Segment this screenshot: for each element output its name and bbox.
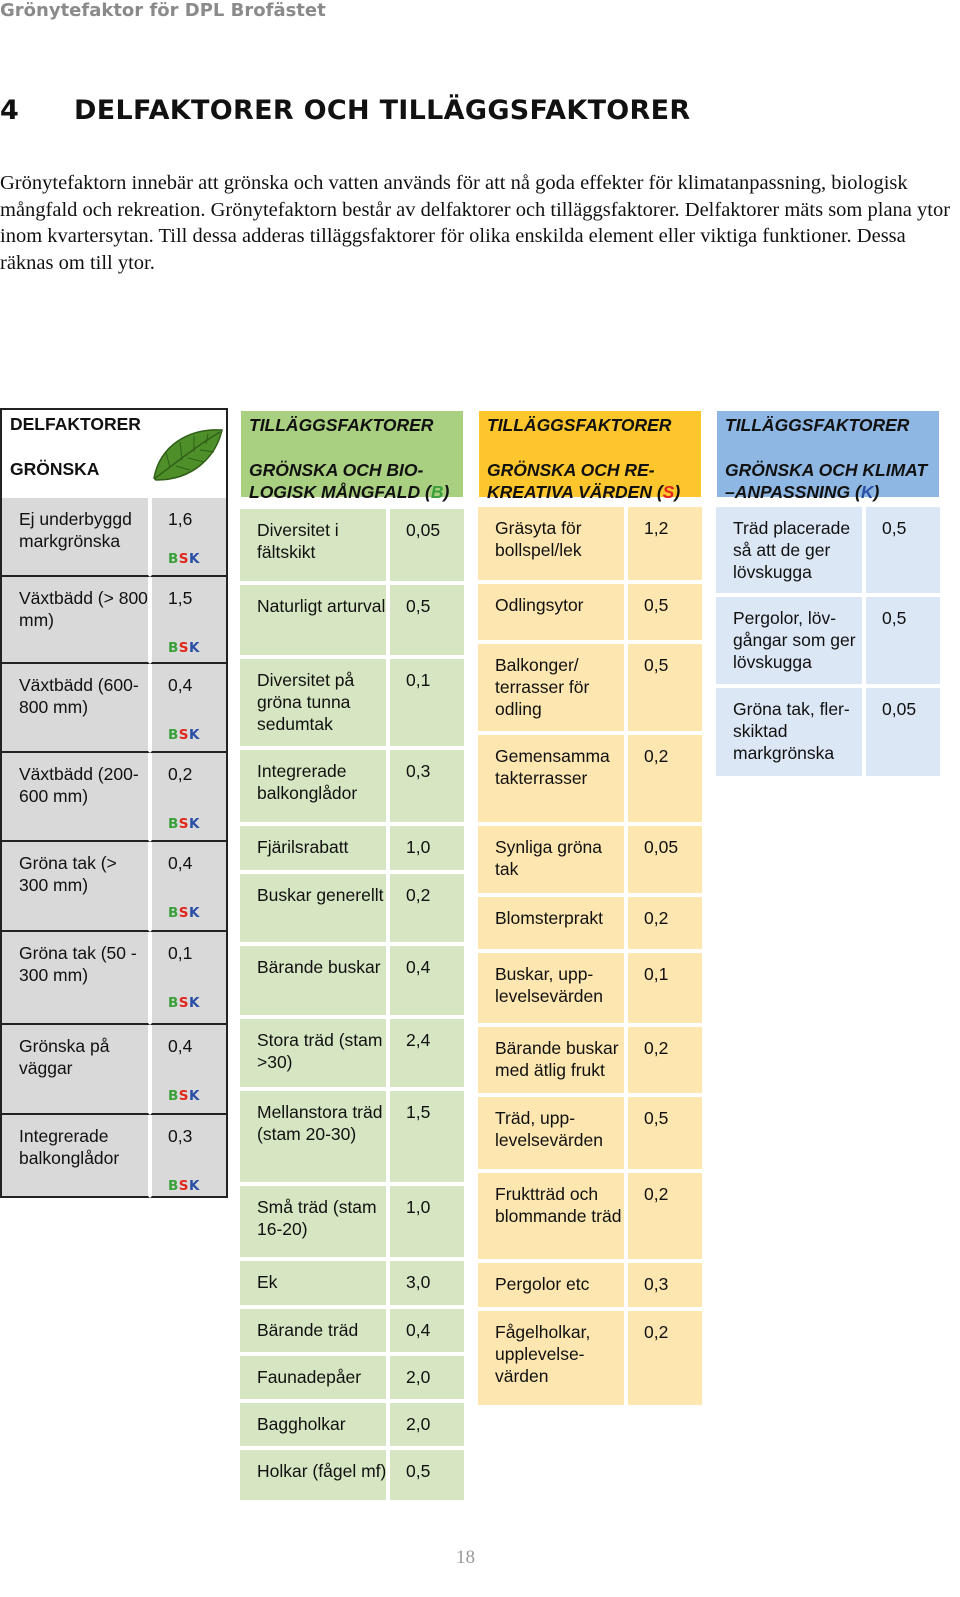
factor-value-cell: [626, 1171, 704, 1261]
factor-label: Buskar, upp-levelsevärden: [495, 964, 603, 1006]
biologisk-mangfald-column: [238, 408, 466, 1502]
factor-value-cell: [388, 1354, 466, 1401]
factor-value-cell: [150, 577, 228, 664]
factor-label-cell: [238, 1401, 388, 1448]
factor-value-cell: [388, 507, 466, 583]
factor-value: 0,5: [644, 655, 669, 675]
factor-value: 0,5: [406, 596, 431, 616]
factor-label-cell: [238, 1089, 388, 1184]
column-subtitle-line2: KREATIVA VÄRDEN: [487, 482, 652, 502]
column-subtitle-line2: LOGISK MÅNGFALD: [249, 482, 421, 502]
factor-value: 2,4: [406, 1030, 431, 1050]
factor-label: Växtbädd (> 800 mm): [19, 588, 148, 630]
factor-label-cell: [476, 895, 626, 951]
factor-label-cell: [476, 505, 626, 582]
factor-value: 0,5: [406, 1461, 431, 1481]
factor-label-cell: [238, 944, 388, 1017]
factor-value-cell: [388, 1307, 466, 1354]
factor-label: Buskar generellt: [257, 885, 384, 905]
factor-label-cell: [476, 1171, 626, 1261]
factor-value: 0,2: [644, 1038, 669, 1058]
factor-label: Ej underbyggd markgrönska: [19, 509, 132, 551]
factor-value: 0,2: [644, 1184, 669, 1204]
column-subtitle-line1: GRÖNSKA OCH RE-: [487, 460, 655, 480]
factor-value: 1,2: [644, 518, 669, 538]
factor-value: 1,5: [406, 1102, 431, 1122]
factor-value-cell: [626, 895, 704, 951]
factor-value: 0,2: [644, 908, 669, 928]
letter-b: B: [430, 482, 444, 502]
factor-label: Fjärilsrabatt: [257, 837, 349, 857]
klimatanpassning-column: [714, 408, 942, 778]
factor-label: Naturligt arturval: [257, 596, 386, 616]
factor-label-cell: [476, 1095, 626, 1171]
factor-value: 0,1: [406, 670, 431, 690]
factor-label: Diversitet i fältskikt: [257, 520, 339, 562]
factor-label: Bärande buskar: [257, 957, 381, 977]
factor-label-cell: [238, 872, 388, 944]
factor-value-cell: [626, 1025, 704, 1095]
factor-label-cell: [238, 1307, 388, 1354]
klimat-header: [714, 408, 942, 500]
factor-value: 1,6: [168, 509, 193, 529]
bsk-letter-s: S: [178, 905, 190, 921]
factor-value: 0,4: [168, 675, 193, 695]
factor-value-cell: [150, 842, 228, 932]
bsk-letter-b: B: [168, 1088, 179, 1104]
birch-leaf-icon: [150, 426, 224, 484]
factor-label-cell: [0, 753, 150, 842]
factor-value-cell: [388, 748, 466, 824]
factor-label-cell: [0, 842, 150, 932]
chapter-title: DELFAKTORER OCH TILLÄGGSFAKTORER: [74, 95, 691, 126]
bsk-letter-s: S: [178, 816, 190, 832]
column-subtitle: GRÖNSKA OCH BIO- LOGISK MÅNGFALD (B): [249, 460, 450, 502]
factor-value: 0,5: [644, 1108, 669, 1128]
letter-s: S: [662, 482, 675, 502]
factor-value: 0,2: [168, 764, 193, 784]
bsk-letter-k: K: [189, 905, 200, 921]
factor-label-cell: [476, 951, 626, 1025]
factor-label-cell: [0, 664, 150, 753]
biologisk-header: [238, 408, 466, 500]
factor-label: Balkonger/ terrasser för odling: [495, 655, 590, 719]
factor-label-cell: [238, 507, 388, 583]
factor-value-cell: [626, 824, 704, 895]
factor-label-cell: [476, 1309, 626, 1407]
factor-value-cell: [388, 1401, 466, 1448]
factor-label-cell: [476, 824, 626, 895]
factor-label-cell: [476, 642, 626, 733]
bsk-letter-b: B: [168, 905, 179, 921]
factor-value-cell: [150, 1025, 228, 1115]
factor-value: 0,3: [406, 761, 431, 781]
factor-label-cell: [714, 686, 864, 778]
factor-label: Gröna tak (50 - 300 mm): [19, 943, 137, 985]
bsk-badge: [168, 637, 200, 659]
factor-label-cell: [238, 583, 388, 657]
factor-label: Grönska på väggar: [19, 1036, 110, 1078]
column-subtitle: GRÖNSKA OCH KLIMAT –ANPASSNING (K): [725, 460, 928, 502]
bsk-badge: [168, 902, 200, 924]
factor-label-cell: [476, 733, 626, 824]
factor-label-cell: [0, 932, 150, 1025]
factor-label-cell: [238, 1354, 388, 1401]
factor-value-cell: [864, 505, 942, 595]
bsk-badge: [168, 813, 200, 835]
factor-value: 0,4: [168, 853, 193, 873]
factor-label-cell: [238, 748, 388, 824]
factor-label-cell: [0, 1025, 150, 1115]
bsk-letter-b: B: [168, 995, 179, 1011]
factor-label: Gröna tak (> 300 mm): [19, 853, 117, 895]
page-number: 18: [456, 1547, 475, 1568]
factor-label: Fågelholkar, upplevelse-värden: [495, 1322, 591, 1386]
chapter-number: 4: [0, 95, 19, 126]
factor-value: 0,3: [168, 1126, 193, 1146]
bsk-badge: [168, 992, 200, 1014]
factor-value-cell: [388, 1448, 466, 1502]
factor-label-cell: [476, 1261, 626, 1309]
factor-label-cell: [238, 1448, 388, 1502]
factor-label: Fruktträd och blommande träd: [495, 1184, 622, 1226]
factor-label-cell: [238, 1184, 388, 1259]
factor-label: Mellanstora träd (stam 20-30): [257, 1102, 383, 1144]
factor-value-cell: [388, 1184, 466, 1259]
column-subtitle: GRÖNSKA: [10, 459, 100, 479]
letter-k: K: [860, 482, 874, 502]
column-subtitle-line2: –ANPASSNING: [725, 482, 851, 502]
factor-value: 1,0: [406, 837, 431, 857]
factor-label-cell: [238, 824, 388, 872]
factor-value-cell: [388, 824, 466, 872]
bsk-letter-k: K: [189, 816, 200, 832]
factor-value: 0,2: [644, 746, 669, 766]
factor-label: Holkar (fågel mf): [257, 1461, 387, 1481]
rekreativa-header: [476, 408, 704, 500]
factor-value: 0,5: [882, 518, 907, 538]
factor-label-cell: [0, 1115, 150, 1198]
factor-value-cell: [388, 1259, 466, 1307]
bsk-letter-s: S: [178, 995, 190, 1011]
factor-label: Bärande träd: [257, 1320, 359, 1340]
factor-value-cell: [150, 932, 228, 1025]
bsk-letter-s: S: [178, 1178, 190, 1194]
intro-text: Grönytefaktorn innebär att grönska och vatten används för att nå goda effekter för klimatanpassning, biologisk mångfald och rekreation. Grönytefaktorn består av delfaktorer och tilläggsfaktorer. Delfaktorer mäts som plana ytor inom kvartersytan. Till dessa adderas tilläggsfaktorer för olika enskilda element eller viktiga funktioner. Dessa räknas om till ytor.: [0, 172, 951, 274]
bsk-letter-k: K: [189, 995, 200, 1011]
factor-value: 0,5: [644, 595, 669, 615]
intro-paragraph: [0, 170, 955, 276]
running-header: Grönytefaktor för DPL Brofästet: [0, 0, 326, 21]
factor-label: Synliga gröna tak: [495, 837, 603, 879]
factor-value-cell: [626, 1309, 704, 1407]
column-subtitle-line1: GRÖNSKA OCH KLIMAT: [725, 460, 928, 480]
factor-value: 0,1: [168, 943, 193, 963]
factor-value: 0,05: [644, 837, 679, 857]
factor-label-cell: [0, 577, 150, 664]
factor-label-cell: [238, 657, 388, 748]
factor-value-cell: [150, 1115, 228, 1198]
factor-value-cell: [626, 642, 704, 733]
factor-value: 0,05: [882, 699, 917, 719]
factor-value-cell: [150, 753, 228, 842]
factor-value: 0,2: [406, 885, 431, 905]
factor-label: Pergolor etc: [495, 1274, 590, 1294]
factor-value-cell: [626, 733, 704, 824]
factor-label-cell: [238, 1017, 388, 1089]
factor-value-cell: [626, 1095, 704, 1171]
factor-value-cell: [626, 582, 704, 642]
rekreativa-varden-column: [476, 408, 704, 1407]
factor-label: Diversitet på gröna tunna sedumtak: [257, 670, 355, 734]
factor-value: 0,1: [644, 964, 669, 984]
factor-label: Bärande buskar med ätlig frukt: [495, 1038, 619, 1080]
factor-label-cell: [714, 595, 864, 686]
bsk-badge: [168, 724, 200, 746]
bsk-badge: [168, 1085, 200, 1107]
factor-value: 1,5: [168, 588, 193, 608]
factor-label: Baggholkar: [257, 1414, 346, 1434]
factor-label: Integrerade balkonglådor: [19, 1126, 120, 1168]
factor-label-cell: [714, 505, 864, 595]
bsk-letter-k: K: [189, 640, 200, 656]
factor-value: 1,0: [406, 1197, 431, 1217]
factor-label: Pergolor, löv-gångar som ger lövskugga: [733, 608, 856, 672]
factor-label: Träd placerade så att de ger lövskugga: [733, 518, 851, 582]
factor-value: 0,4: [406, 957, 431, 977]
factor-label: Gröna tak, fler-skiktad markgrönska: [733, 699, 850, 763]
factor-value-cell: [626, 505, 704, 582]
bsk-badge: [168, 548, 200, 570]
factor-value-cell: [626, 951, 704, 1025]
factor-label: Blomsterprakt: [495, 908, 603, 928]
factor-label-cell: [238, 1259, 388, 1307]
bsk-letter-s: S: [178, 727, 190, 743]
factor-label-cell: [476, 1025, 626, 1095]
bsk-letter-s: S: [178, 551, 190, 567]
factor-value: 0,5: [882, 608, 907, 628]
factor-label: Växtbädd (600-800 mm): [19, 675, 139, 717]
factor-label: Träd, upp-levelsevärden: [495, 1108, 603, 1150]
column-title: TILLÄGGSFAKTORER: [249, 415, 434, 435]
factor-value-cell: [388, 583, 466, 657]
factor-value-cell: [626, 1261, 704, 1309]
factor-value: 3,0: [406, 1272, 431, 1292]
bsk-letter-s: S: [178, 1088, 190, 1104]
delfaktorer-column: [0, 408, 228, 1198]
bsk-letter-k: K: [189, 727, 200, 743]
column-subtitle: GRÖNSKA OCH RE- KREATIVA VÄRDEN (S): [487, 460, 681, 502]
factor-value: 2,0: [406, 1414, 431, 1434]
factor-label: Ek: [257, 1272, 278, 1292]
bsk-letter-s: S: [178, 640, 190, 656]
bsk-letter-k: K: [189, 1088, 200, 1104]
factor-value-cell: [864, 686, 942, 778]
column-title: DELFAKTORER: [10, 414, 141, 434]
factor-value-cell: [150, 664, 228, 753]
factor-value-cell: [150, 498, 228, 577]
factor-value: 0,3: [644, 1274, 669, 1294]
factor-label: Faunadepåer: [257, 1367, 362, 1387]
bsk-letter-b: B: [168, 551, 179, 567]
factor-value-cell: [388, 944, 466, 1017]
factor-value: 0,4: [406, 1320, 431, 1340]
factor-label: Stora träd (stam >30): [257, 1030, 383, 1072]
column-subtitle-line1: GRÖNSKA OCH BIO-: [249, 460, 424, 480]
factor-label: Växtbädd (200-600 mm): [19, 764, 139, 806]
factor-value-cell: [388, 1089, 466, 1184]
bsk-letter-b: B: [168, 816, 179, 832]
bsk-letter-k: K: [189, 1178, 200, 1194]
factor-value-cell: [388, 1017, 466, 1089]
factor-value: 0,4: [168, 1036, 193, 1056]
factor-label-cell: [0, 498, 150, 577]
factor-label: Gräsyta för bollspel/lek: [495, 518, 582, 560]
factor-value: 2,0: [406, 1367, 431, 1387]
factor-value: 0,2: [644, 1322, 669, 1342]
bsk-letter-b: B: [168, 727, 179, 743]
factor-label-cell: [476, 582, 626, 642]
bsk-letter-b: B: [168, 1178, 179, 1194]
bsk-badge: [168, 1175, 200, 1197]
factor-label: Gemensamma takterrasser: [495, 746, 610, 788]
factor-value-cell: [388, 657, 466, 748]
factor-value: 0,05: [406, 520, 441, 540]
bsk-letter-b: B: [168, 640, 179, 656]
column-title: TILLÄGGSFAKTORER: [487, 415, 672, 435]
column-title: TILLÄGGSFAKTORER: [725, 415, 910, 435]
factor-value-cell: [388, 872, 466, 944]
factor-value-cell: [864, 595, 942, 686]
factor-label: Små träd (stam 16-20): [257, 1197, 377, 1239]
bsk-letter-k: K: [189, 551, 200, 567]
factor-label: Integrerade balkonglådor: [257, 761, 358, 803]
factor-label: Odlingsytor: [495, 595, 584, 615]
